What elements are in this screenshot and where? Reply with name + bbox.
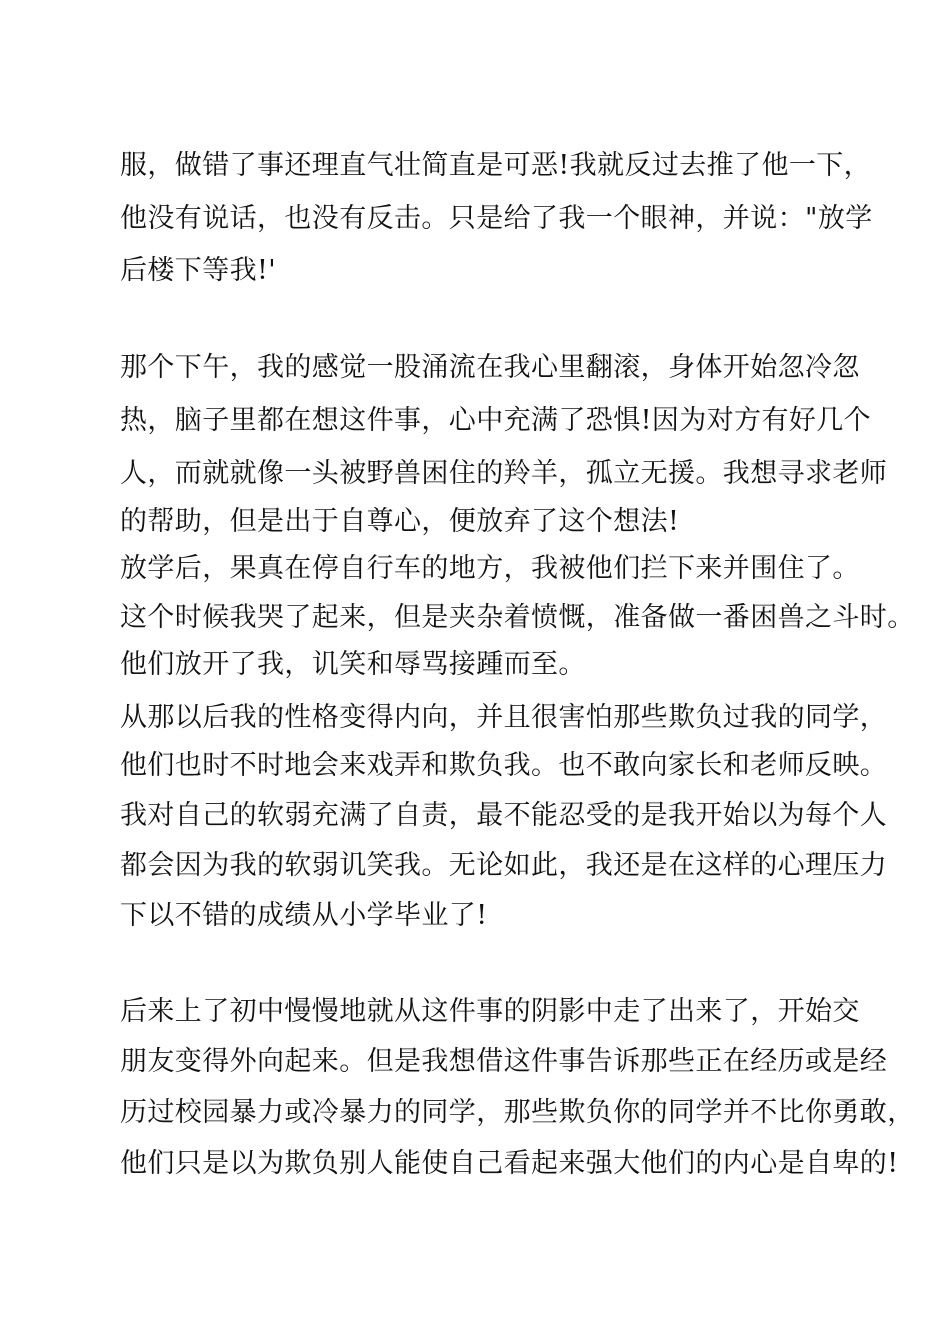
text-line: 的帮助，但是出于自尊心，便放弃了这个想法! xyxy=(120,506,680,537)
text-line: 下以不错的成绩从小学毕业了! xyxy=(120,900,488,931)
text-line: 那个下午，我的感觉一股涌流在我心里翻滚，身体开始忽冷忽 xyxy=(120,352,860,383)
text-line: 朋友变得外向起来。但是我想借这件事告诉那些正在经历或是经 xyxy=(120,1046,888,1077)
text-line: 都会因为我的软弱讥笑我。无论如此，我还是在这样的心理压力 xyxy=(120,850,888,881)
text-line: 历过校园暴力或冷暴力的同学，那些欺负你的同学并不比你勇敢， xyxy=(120,1097,915,1128)
text-line: 他没有说话，也没有反击。只是给了我一个眼神，并说："放学 xyxy=(120,203,873,234)
text-line: 后来上了初中慢慢地就从这件事的阴影中走了出来了，开始交 xyxy=(120,996,860,1027)
text-line: 热，脑子里都在想这件事，心中充满了恐惧!因为对方有好几个 xyxy=(120,405,872,436)
text-line: 他们放开了我，讥笑和辱骂接踵而至。 xyxy=(120,649,586,680)
text-line: 服，做错了事还理直气壮简直是可恶!我就反过去推了他一下， xyxy=(120,150,872,181)
text-line: 放学后，果真在停自行车的地方，我被他们拦下来并围住了。 xyxy=(120,553,860,584)
text-line: 人，而就就像一头被野兽困住的羚羊，孤立无援。我想寻求老师 xyxy=(120,458,888,489)
text-line: 从那以后我的性格变得内向，并且很害怕那些欺负过我的同学， xyxy=(120,702,888,733)
text-line: 后楼下等我!' xyxy=(120,255,277,286)
text-line: 我对自己的软弱充满了自责，最不能忍受的是我开始以为每个人 xyxy=(120,800,888,831)
text-line: 这个时候我哭了起来，但是夹杂着愤慨，准备做一番困兽之斗时。 xyxy=(120,602,915,633)
text-line: 他们也时不时地会来戏弄和欺负我。也不敢向家长和老师反映。 xyxy=(120,750,888,781)
text-line: 他们只是以为欺负别人能使自己看起来强大他们的内心是自卑的! xyxy=(120,1148,899,1179)
